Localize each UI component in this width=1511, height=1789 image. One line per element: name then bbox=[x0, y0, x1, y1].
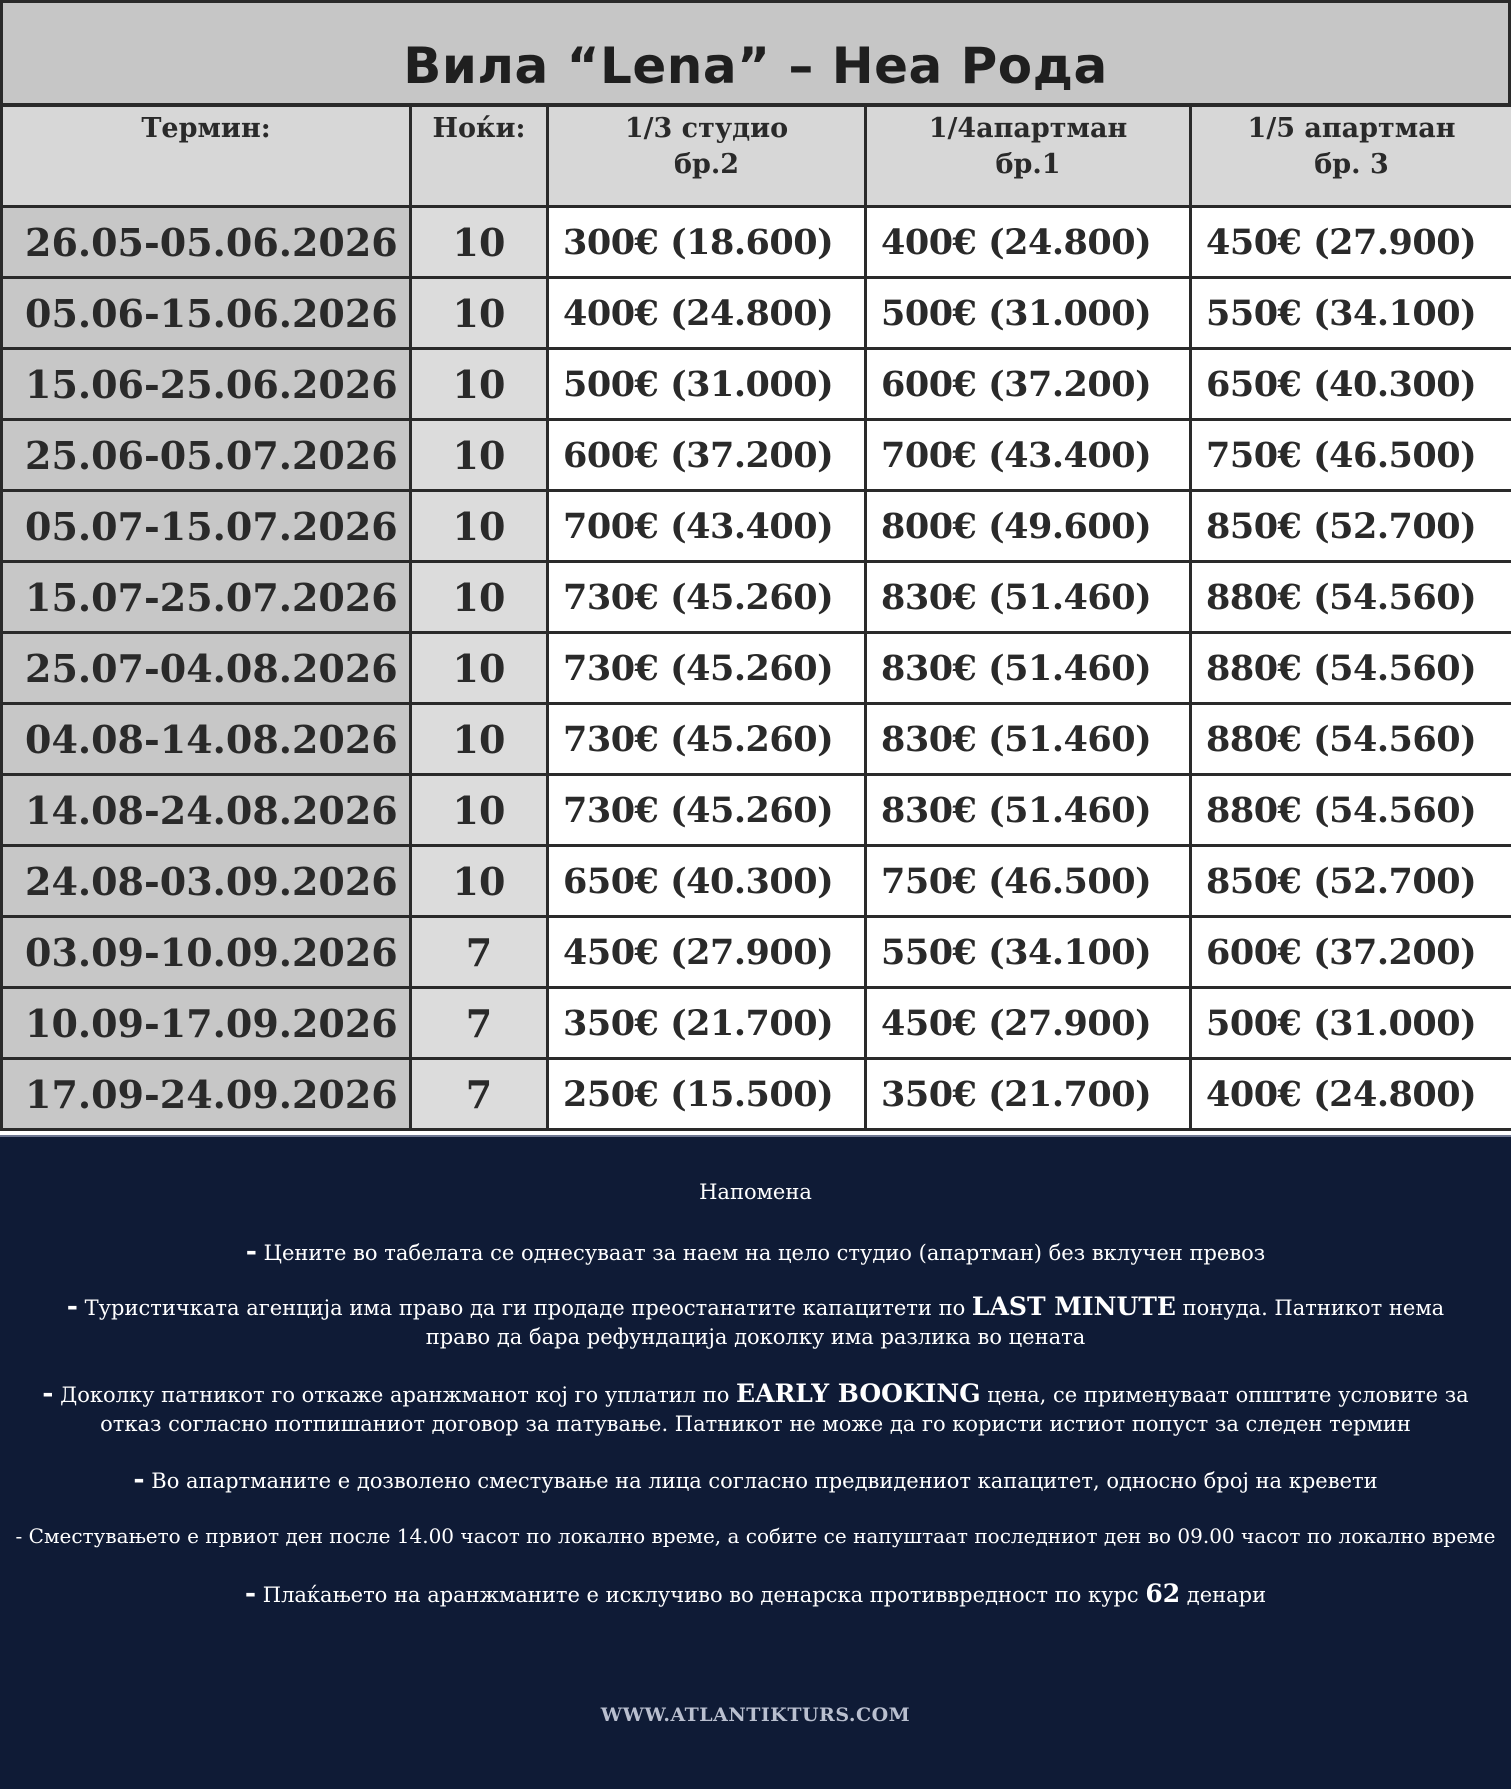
nights-cell: 10 bbox=[411, 633, 548, 704]
period-cell: 05.06-15.06.2026 bbox=[2, 278, 411, 349]
period-cell: 04.08-14.08.2026 bbox=[2, 704, 411, 775]
note-text: Цените во табелата се однесуваат за наем на цело студио (апартман) без вклучен превоз bbox=[256, 1241, 1266, 1265]
table-row bbox=[2, 207, 1511, 278]
note-dash: - bbox=[245, 1236, 257, 1267]
website-link[interactable]: WWW.ATLANTIKTURS.COM bbox=[600, 1704, 911, 1726]
period-cell: 14.08-24.08.2026 bbox=[2, 775, 411, 846]
price-studio-1-3-cell: 450€ (27.900) bbox=[548, 917, 866, 988]
price-apartment-1-5-cell: 550€ (34.100) bbox=[1191, 278, 1511, 349]
nights-cell: 7 bbox=[411, 1059, 548, 1130]
price-studio-1-3-cell: 400€ (24.800) bbox=[548, 278, 866, 349]
table-row bbox=[2, 704, 1511, 775]
note-item bbox=[40, 1237, 1471, 1268]
price-apartment-1-5-cell: 850€ (52.700) bbox=[1191, 491, 1511, 562]
table-row bbox=[2, 917, 1511, 988]
header-period: Термин: bbox=[2, 106, 411, 207]
price-apartment-1-4-cell: 500€ (31.000) bbox=[866, 278, 1191, 349]
table-row bbox=[2, 988, 1511, 1059]
note-text-continued: цена, се применуваат општите условите за отказ согласно потпишаниот договор за патување. Патникот не може да го користи истиот попуст за следен термин bbox=[100, 1383, 1469, 1436]
price-apartment-1-5-cell: 750€ (46.500) bbox=[1191, 420, 1511, 491]
nights-cell: 10 bbox=[411, 846, 548, 917]
table-row bbox=[2, 562, 1511, 633]
period-cell: 15.07-25.07.2026 bbox=[2, 562, 411, 633]
note-dash: - bbox=[15, 1524, 23, 1548]
price-apartment-1-5-cell: 400€ (24.800) bbox=[1191, 1059, 1511, 1130]
period-cell: 10.09-17.09.2026 bbox=[2, 988, 411, 1059]
price-apartment-1-4-cell: 750€ (46.500) bbox=[866, 846, 1191, 917]
price-studio-1-3-cell: 650€ (40.300) bbox=[548, 846, 866, 917]
period-cell: 25.07-04.08.2026 bbox=[2, 633, 411, 704]
note-text: Доколку патникот го откаже аранжманот кој го уплатил по bbox=[53, 1383, 737, 1407]
price-studio-1-3-cell: 730€ (45.260) bbox=[548, 704, 866, 775]
table-body bbox=[2, 207, 1511, 1130]
note-dash: - bbox=[133, 1464, 145, 1495]
table-row bbox=[2, 846, 1511, 917]
table-row bbox=[2, 278, 1511, 349]
nights-cell: 10 bbox=[411, 207, 548, 278]
price-apartment-1-4-cell: 600€ (37.200) bbox=[866, 349, 1191, 420]
header-apartment-1-4: 1/4апартман бр.1 bbox=[866, 106, 1191, 207]
note-item bbox=[40, 1465, 1471, 1496]
period-cell: 17.09-24.09.2026 bbox=[2, 1059, 411, 1130]
nights-cell: 10 bbox=[411, 278, 548, 349]
period-cell: 26.05-05.06.2026 bbox=[2, 207, 411, 278]
price-apartment-1-5-cell: 880€ (54.560) bbox=[1191, 562, 1511, 633]
title-bar bbox=[0, 0, 1511, 106]
nights-cell: 10 bbox=[411, 491, 548, 562]
price-studio-1-3-cell: 730€ (45.260) bbox=[548, 775, 866, 846]
price-studio-1-3-cell: 250€ (15.500) bbox=[548, 1059, 866, 1130]
price-apartment-1-4-cell: 830€ (51.460) bbox=[866, 633, 1191, 704]
note-item bbox=[40, 1579, 1471, 1610]
page-title: Вила “Lena” – Неа Рода bbox=[403, 37, 1108, 95]
price-apartment-1-5-cell: 600€ (37.200) bbox=[1191, 917, 1511, 988]
price-studio-1-3-cell: 350€ (21.700) bbox=[548, 988, 866, 1059]
note-item bbox=[10, 1522, 1501, 1551]
note-highlight-early-booking: EARLY BOOKING bbox=[736, 1379, 981, 1408]
nights-cell: 10 bbox=[411, 775, 548, 846]
note-text-continued: денари bbox=[1180, 1583, 1267, 1607]
note-dash: - bbox=[66, 1291, 78, 1322]
period-cell: 15.06-25.06.2026 bbox=[2, 349, 411, 420]
table-row bbox=[2, 349, 1511, 420]
price-studio-1-3-cell: 730€ (45.260) bbox=[548, 633, 866, 704]
price-apartment-1-4-cell: 800€ (49.600) bbox=[866, 491, 1191, 562]
table-row bbox=[2, 633, 1511, 704]
note-text: Плаќањето на аранжманите е исклучиво во денарска противвредност по курс bbox=[256, 1583, 1146, 1607]
note-item bbox=[40, 1292, 1471, 1352]
note-text-continued: понуда. Патникот нема право да бара рефундација доколку има разлика во цената bbox=[425, 1296, 1445, 1349]
period-cell: 25.06-05.07.2026 bbox=[2, 420, 411, 491]
period-cell: 05.07-15.07.2026 bbox=[2, 491, 411, 562]
note-dash: - bbox=[244, 1578, 257, 1609]
price-apartment-1-4-cell: 830€ (51.460) bbox=[866, 562, 1191, 633]
table-row bbox=[2, 775, 1511, 846]
price-apartment-1-4-cell: 350€ (21.700) bbox=[866, 1059, 1191, 1130]
notes-heading: Напомена bbox=[699, 1180, 812, 1204]
nights-cell: 10 bbox=[411, 562, 548, 633]
price-apartment-1-5-cell: 880€ (54.560) bbox=[1191, 704, 1511, 775]
header-studio-1-3: 1/3 студио бр.2 bbox=[548, 106, 866, 207]
nights-cell: 7 bbox=[411, 917, 548, 988]
price-table bbox=[0, 104, 1511, 1131]
price-apartment-1-4-cell: 550€ (34.100) bbox=[866, 917, 1191, 988]
price-studio-1-3-cell: 500€ (31.000) bbox=[548, 349, 866, 420]
price-studio-1-3-cell: 300€ (18.600) bbox=[548, 207, 866, 278]
table-row bbox=[2, 1059, 1511, 1130]
price-apartment-1-5-cell: 500€ (31.000) bbox=[1191, 988, 1511, 1059]
price-apartment-1-5-cell: 650€ (40.300) bbox=[1191, 349, 1511, 420]
header-nights: Ноќи: bbox=[411, 106, 548, 207]
table-row bbox=[2, 420, 1511, 491]
price-studio-1-3-cell: 700€ (43.400) bbox=[548, 491, 866, 562]
nights-cell: 7 bbox=[411, 988, 548, 1059]
note-dash: - bbox=[42, 1378, 54, 1409]
price-apartment-1-4-cell: 450€ (27.900) bbox=[866, 988, 1191, 1059]
period-cell: 24.08-03.09.2026 bbox=[2, 846, 411, 917]
table-row bbox=[2, 491, 1511, 562]
price-apartment-1-5-cell: 880€ (54.560) bbox=[1191, 775, 1511, 846]
note-text: Сместувањето е првиот ден после 14.00 часот по локално време, а собите се напуштаат последниот ден во 09.00 часот по локално време bbox=[22, 1524, 1496, 1548]
note-item bbox=[40, 1379, 1471, 1439]
price-apartment-1-4-cell: 830€ (51.460) bbox=[866, 775, 1191, 846]
note-highlight-exchange-rate: 62 bbox=[1145, 1579, 1181, 1608]
price-apartment-1-5-cell: 450€ (27.900) bbox=[1191, 207, 1511, 278]
nights-cell: 10 bbox=[411, 349, 548, 420]
note-text: Туристичката агенција има право да ги продаде преостанатите капацитети по bbox=[78, 1296, 972, 1320]
nights-cell: 10 bbox=[411, 704, 548, 775]
table-header-row bbox=[2, 106, 1511, 207]
price-apartment-1-4-cell: 830€ (51.460) bbox=[866, 704, 1191, 775]
price-apartment-1-4-cell: 700€ (43.400) bbox=[866, 420, 1191, 491]
note-highlight-last-minute: LAST MINUTE bbox=[971, 1292, 1176, 1321]
nights-cell: 10 bbox=[411, 420, 548, 491]
header-apartment-1-5: 1/5 апартман бр. 3 bbox=[1191, 106, 1511, 207]
price-apartment-1-5-cell: 850€ (52.700) bbox=[1191, 846, 1511, 917]
price-studio-1-3-cell: 600€ (37.200) bbox=[548, 420, 866, 491]
note-text: Во апартманите е дозволено сместување на лица согласно предвидениот капацитет, односно број на кревети bbox=[144, 1469, 1378, 1493]
period-cell: 03.09-10.09.2026 bbox=[2, 917, 411, 988]
price-apartment-1-4-cell: 400€ (24.800) bbox=[866, 207, 1191, 278]
price-studio-1-3-cell: 730€ (45.260) bbox=[548, 562, 866, 633]
price-apartment-1-5-cell: 880€ (54.560) bbox=[1191, 633, 1511, 704]
notes-section bbox=[0, 1135, 1511, 1789]
